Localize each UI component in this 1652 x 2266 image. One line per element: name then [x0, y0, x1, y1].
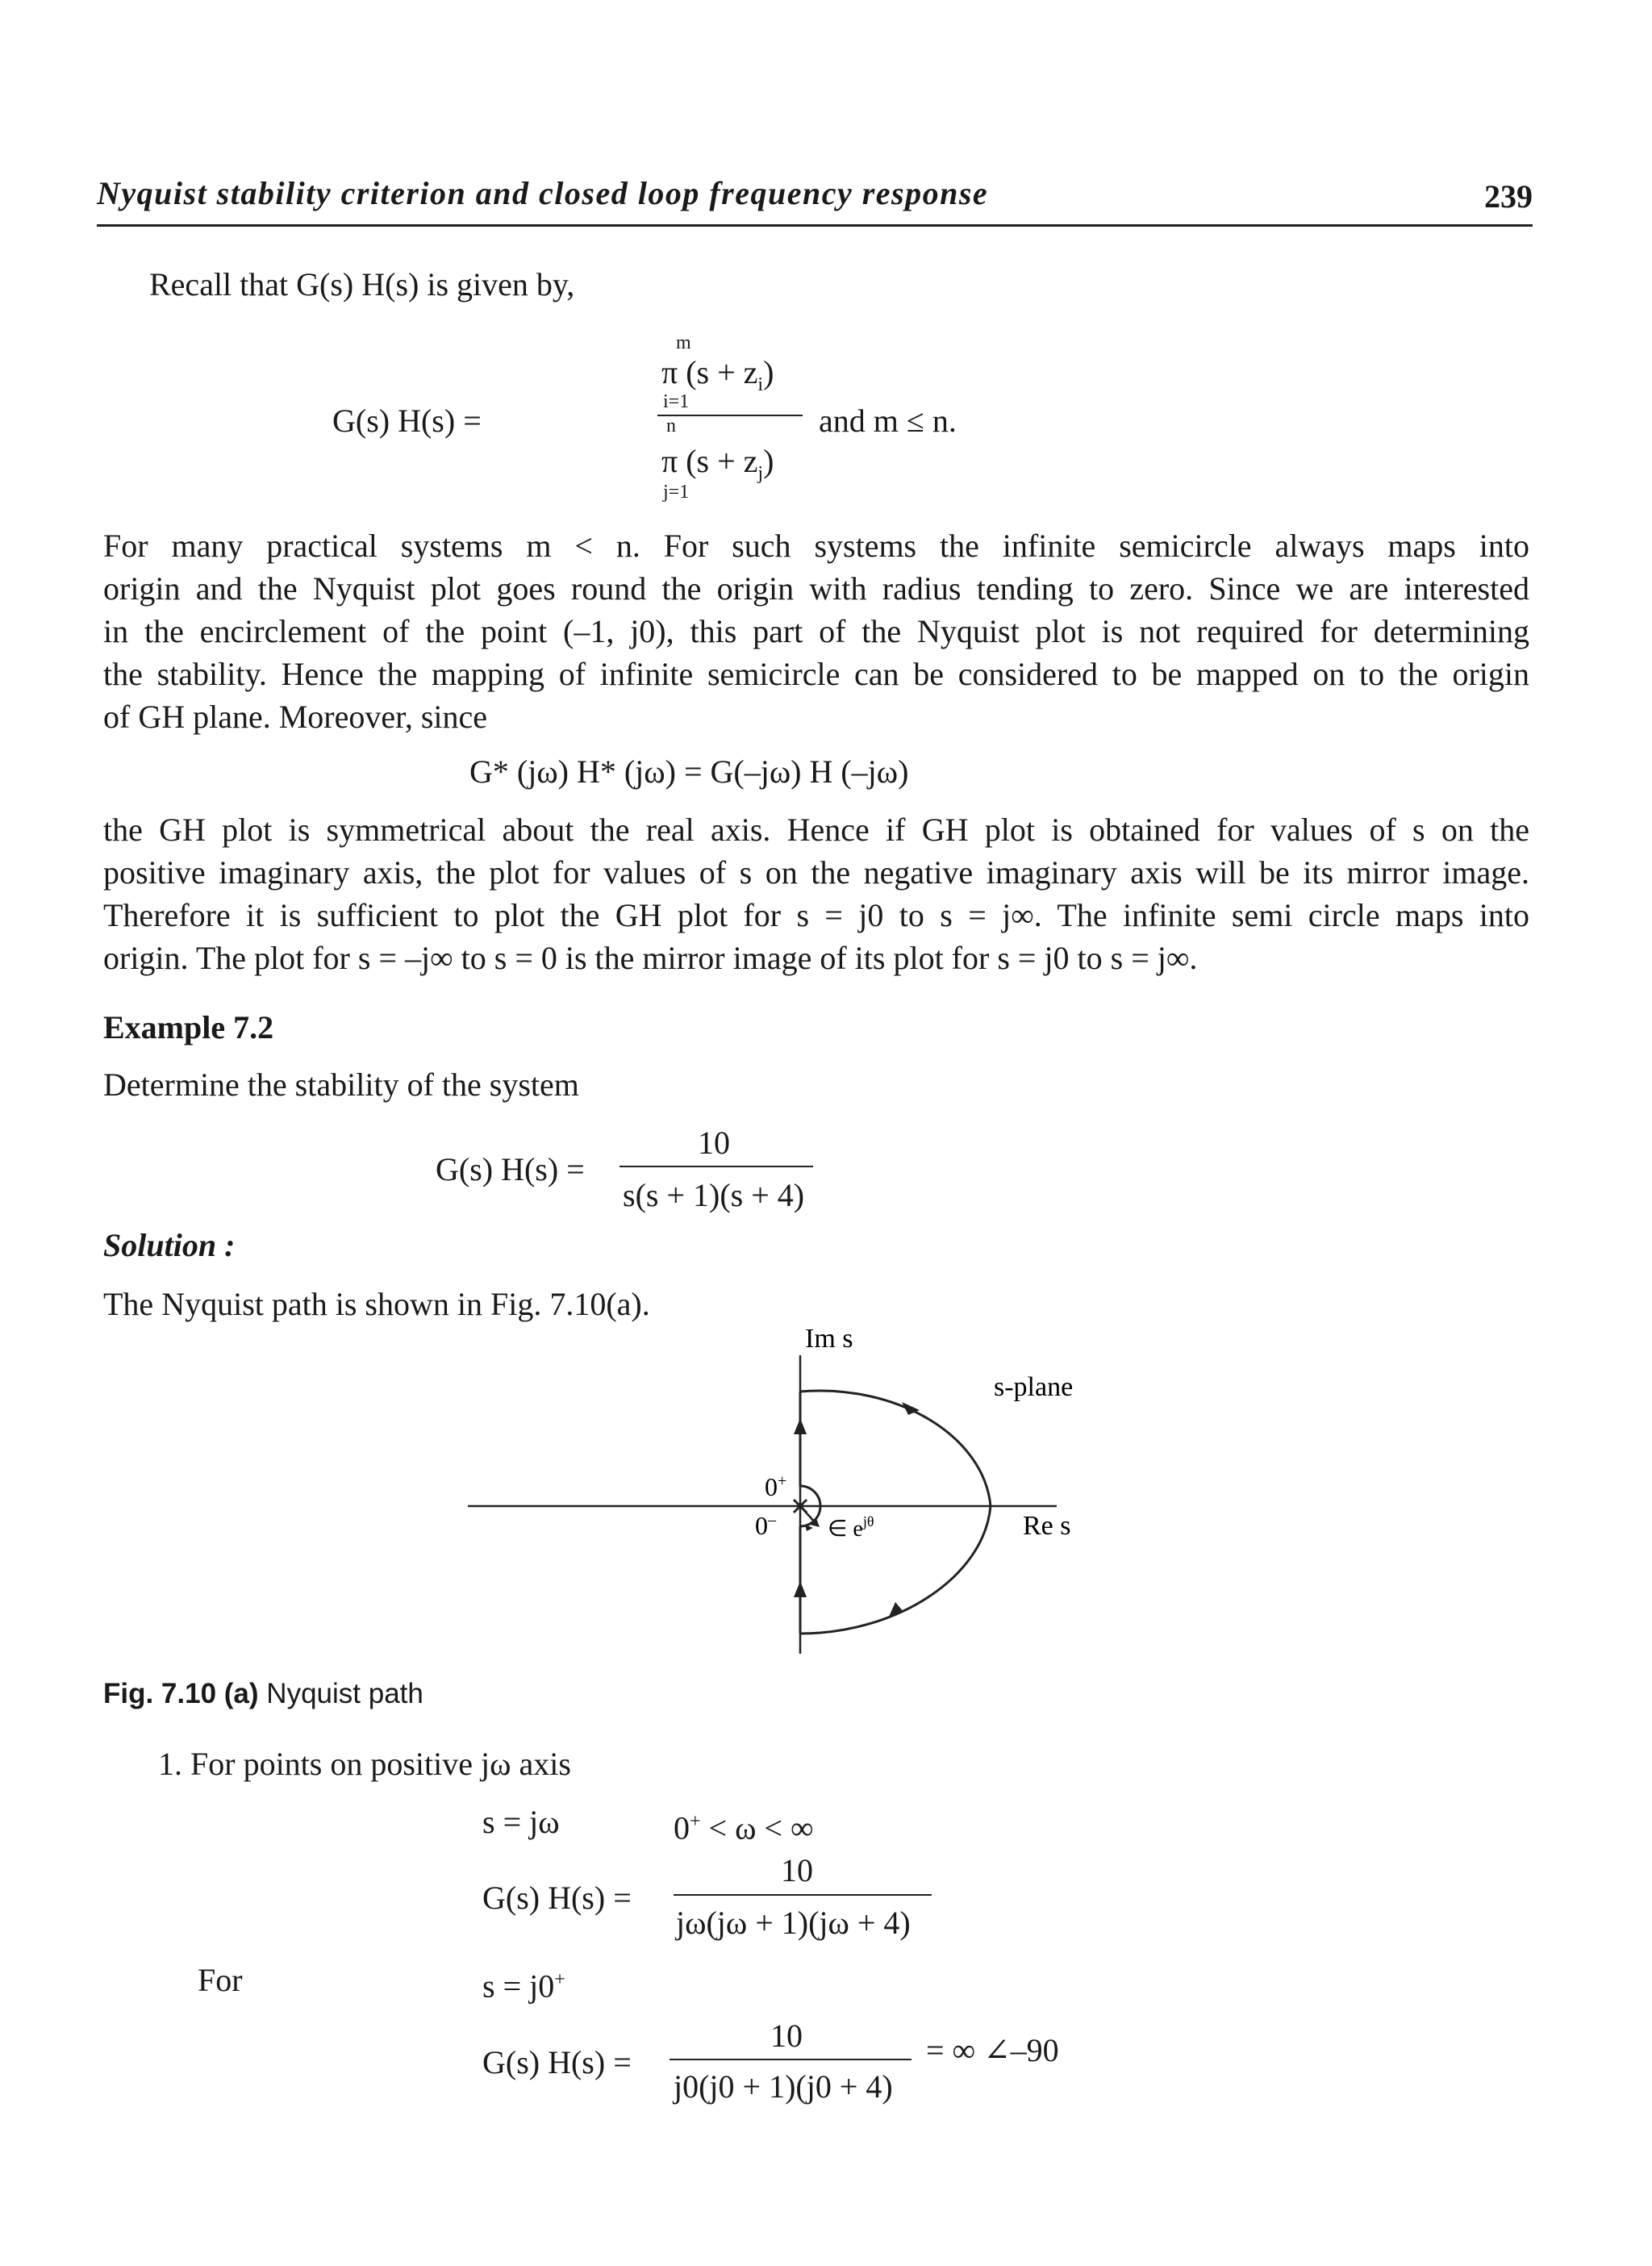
paragraph-1-line: For many practical systems m < n. For such systems the infinite semicircle always maps into — [103, 528, 1529, 564]
example-eq-den: s(s + 1)(s + 4) — [623, 1177, 805, 1213]
s-plane-label: s-plane — [994, 1372, 1074, 1402]
paragraph-2-line: positive imaginary axis, the plot for values of s on the negative imaginary axis will be its mirror image. — [103, 854, 1529, 891]
paragraph-1-line: origin and the Nyquist plot goes round the origin with radius tending to zero. Since we are interested — [103, 570, 1529, 607]
paragraph-2-line: Therefore it is sufficient to plot the GH plot for s = j0 to s = j∞. The infinite semi circle maps into — [103, 897, 1529, 933]
gh-jw-num: 10 — [781, 1852, 813, 1888]
eq1-den-upper: n — [666, 415, 676, 436]
eq1-den-lower: j=1 — [663, 482, 690, 503]
gh-j0-lhs: G(s) H(s) = — [482, 2044, 632, 2080]
gh-jw-den: jω(jω + 1)(jω + 4) — [676, 1905, 911, 1941]
gh-j0-den: j0(j0 + 1)(j0 + 4) — [674, 2068, 893, 2105]
zero-minus-label: 0– — [755, 1511, 776, 1540]
eq1-fraction-line — [657, 415, 803, 416]
eq1-lhs: G(s) H(s) = — [332, 403, 482, 439]
arrow-up-positive — [794, 1418, 807, 1434]
eq1-num-lower: i=1 — [663, 391, 690, 412]
infinite-semicircle — [800, 1391, 991, 1634]
eq1-num-upper: m — [676, 332, 691, 353]
gh-jw-fraction-line — [674, 1894, 932, 1896]
figure-caption: Fig. 7.10 (a) Nyquist path — [103, 1678, 423, 1709]
eq1-condition: and m ≤ n. — [819, 403, 957, 439]
paragraph-2 — [103, 808, 1529, 979]
gh-j0-fraction-line — [670, 2059, 912, 2060]
step-1-text: 1. For points on positive jω axis — [158, 1746, 571, 1782]
eq1-num-product: π $(s + z_i)$ — [661, 354, 774, 395]
omega-range: 0+ < ω < ∞ — [674, 1809, 814, 1847]
s-equals-j0: s = j0+ — [482, 1968, 565, 2005]
equation-conjugate: G* (jω) H* (jω) = G(–jω) H (–jω) — [469, 753, 909, 790]
for-label: For — [198, 1962, 243, 1998]
paragraph-2-line: origin. The plot for s = –j∞ to s = 0 is the mirror image of its plot for s = j0 to s = j∞. — [103, 940, 1198, 976]
solution-text: The Nyquist path is shown in Fig. 7.10(a). — [103, 1286, 650, 1322]
example-eq-num: 10 — [698, 1125, 730, 1161]
example-statement: Determine the stability of the system — [103, 1066, 579, 1103]
re-axis-label: Re s — [1023, 1511, 1071, 1541]
gh-j0-result: = ∞ ∠–90 — [926, 2032, 1059, 2068]
gh-j0-num: 10 — [770, 2018, 803, 2054]
nyquist-path-diagram — [452, 1323, 1097, 1662]
im-axis-label: Im s — [805, 1324, 853, 1354]
paragraph-1-line: the stability. Hence the mapping of infinite semicircle can be considered to be mapped on to the origin — [103, 656, 1529, 692]
header-title: Nyquist stability criterion and closed loop frequency response — [97, 175, 989, 211]
example-title: Example 7.2 — [103, 1009, 274, 1045]
recall-text: Recall that G(s) H(s) is given by, — [149, 266, 575, 303]
arrow-small-semicircle — [805, 1525, 813, 1531]
solution-label: Solution : — [103, 1227, 236, 1263]
epsilon-label: ∈ $e^{j\theta}$ — [828, 1513, 874, 1542]
example-eq-fraction-line — [620, 1166, 813, 1167]
example-eq-lhs: G(s) H(s) = — [436, 1151, 585, 1187]
running-header — [97, 168, 1533, 227]
zero-plus-label: 0+ — [765, 1472, 787, 1501]
arrow-up-negative — [794, 1581, 807, 1597]
eq1-den-product: π $(s + z_j)$ — [661, 443, 774, 484]
paragraph-1-line: in the encirclement of the point (–1, j0), this part of the Nyquist plot is not required for determining — [103, 613, 1529, 649]
paragraph-1 — [103, 524, 1529, 738]
gh-jw-lhs: G(s) H(s) = — [482, 1880, 632, 1916]
paragraph-2-line: the GH plot is symmetrical about the real axis. Hence if GH plot is obtained for values of s on the — [103, 812, 1529, 848]
paragraph-1-line: of GH plane. Moreover, since — [103, 699, 488, 735]
page-number: 239 — [1484, 178, 1533, 215]
s-equals-jw: s = jω — [482, 1804, 560, 1840]
